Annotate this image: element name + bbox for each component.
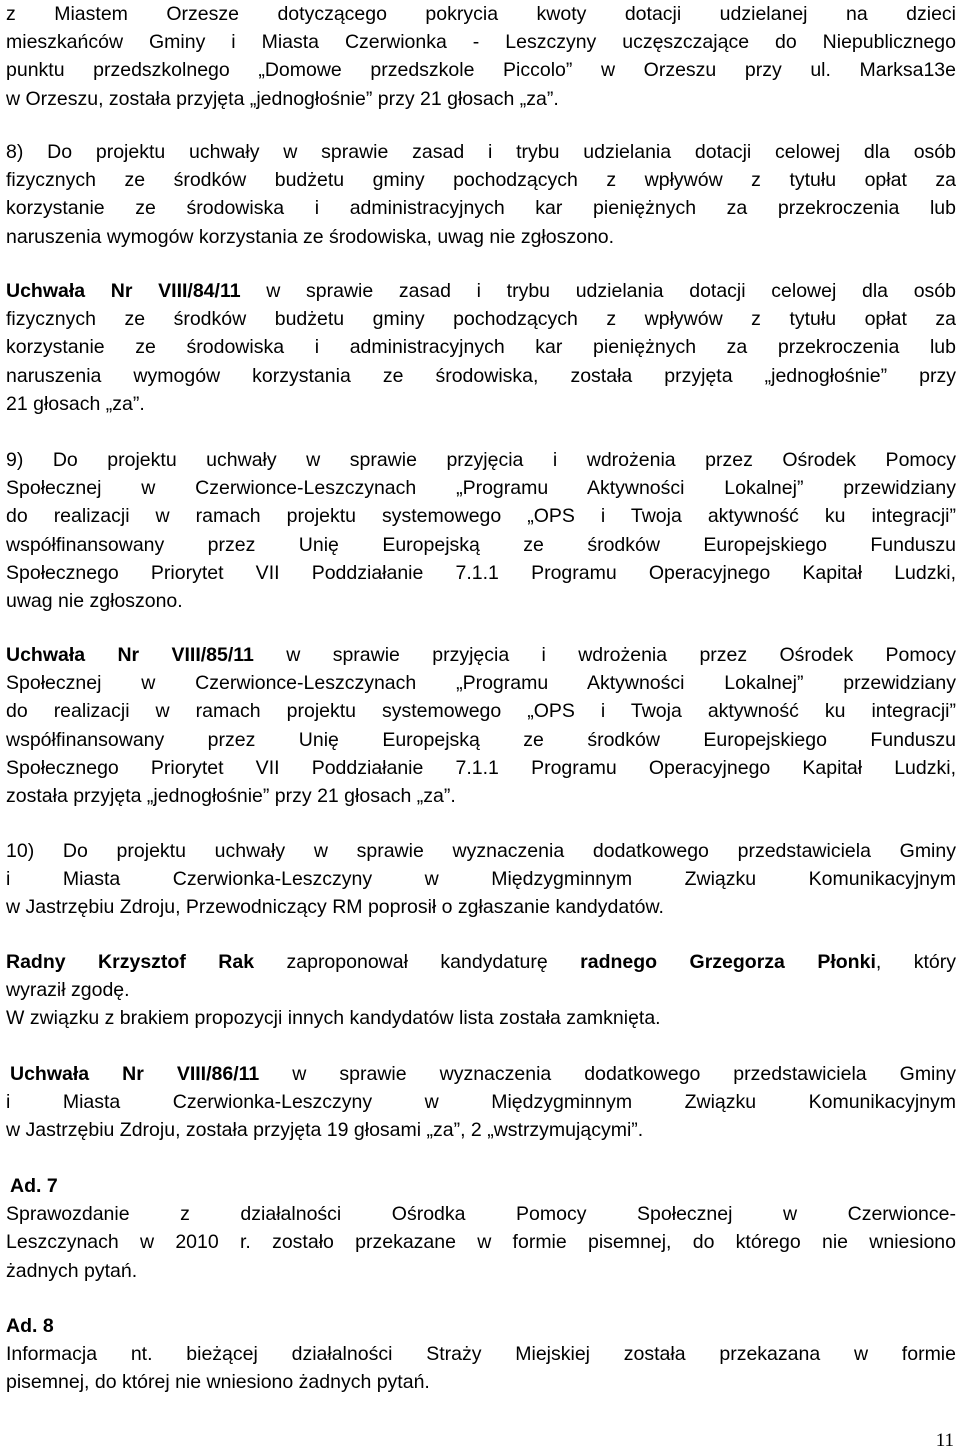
text-line: współfinansowany przez Unię Europejską ze środków Europejskiego Funduszu xyxy=(6,728,956,751)
text-line: Społecznego Priorytet VII Poddziałanie 7.1.1 Programu Operacyjnego Kapitał Ludzki, xyxy=(6,561,956,584)
text-line: fizycznych ze środków budżetu gminy pochodzących z wpływów z tytułu opłat za xyxy=(6,308,956,331)
text-line: 9) Do projektu uchwały w sprawie przyjęcia i wdrożenia przez Ośrodek Pomocy xyxy=(6,449,956,471)
text-line: uwag nie zgłoszono. xyxy=(6,590,183,613)
text-line: Społecznej w Czerwionce-Leszczynach „Programu Aktywności Lokalnej” przewidziany xyxy=(6,672,956,695)
text-line: do realizacji w ramach projektu systemowego „OPS i Twoja aktywność ku integracji” xyxy=(6,700,956,723)
text-line xyxy=(6,641,956,669)
candidate-name: radnego Grzegorza Płonki xyxy=(580,951,876,973)
text-line: Leszczynach w 2010 r. zostało przekazane w formie pisemnej, do którego nie wniesiono xyxy=(6,1231,956,1254)
paragraph-item-8 xyxy=(6,138,956,251)
text-line: z Miastem Orzesze dotyczącego pokrycia kwoty dotacji udzielanej na dzieci xyxy=(6,3,956,25)
text-fragment: zaproponował kandydaturę xyxy=(254,951,581,973)
text-line: w Jastrzębiu Zdroju, Przewodniczący RM poprosił o zgłaszanie kandydatów. xyxy=(6,896,664,919)
text-fragment: w sprawie przyjęcia i wdrożenia przez Ośrodek Pomocy xyxy=(253,644,956,666)
text-line: do realizacji w ramach projektu systemowego „OPS i Twoja aktywność ku integracji” xyxy=(6,505,956,528)
paragraph-orzesze-agreement xyxy=(6,0,956,113)
text-line: i Miasta Czerwionka-Leszczyny w Międzygminnym Związku Komunikacyjnym xyxy=(6,868,956,891)
text-line: punktu przedszkolnego „Domowe przedszkole Piccolo” w Orzeszu przy ul. Marksa13e xyxy=(6,59,956,82)
paragraph-candidate-proposal xyxy=(6,948,956,1033)
text-line: w Orzeszu, została przyjęta „jednogłośnie” przy 21 głosach „za”. xyxy=(6,87,559,110)
resolution-number: Uchwała Nr VIII/85/11 xyxy=(6,644,254,666)
text-fragment: w sprawie wyznaczenia dodatkowego przedstawiciela Gminy xyxy=(259,1063,956,1085)
text-line xyxy=(10,1060,956,1088)
paragraph-item-10 xyxy=(6,837,956,922)
section-heading: Ad. 8 xyxy=(6,1315,54,1337)
section-ad-7 xyxy=(6,1172,956,1285)
text-line xyxy=(6,948,956,976)
text-line xyxy=(6,277,956,305)
text-line: żadnych pytań. xyxy=(6,1259,138,1282)
text-line: pisemnej, do której nie wniesiono żadnych pytań. xyxy=(6,1371,430,1394)
text-line: mieszkańców Gminy i Miasta Czerwionka - Leszczyny uczęszczające do Niepublicznego xyxy=(6,31,956,54)
section-heading: Ad. 7 xyxy=(10,1175,58,1197)
text-line: fizycznych ze środków budżetu gminy pochodzących z wpływów z tytułu opłat za xyxy=(6,169,956,192)
paragraph-resolution-86 xyxy=(10,1060,956,1088)
text-line: Sprawozdanie z działalności Ośrodka Pomocy Społecznej w Czerwionce- xyxy=(6,1203,956,1226)
text-line: naruszenia wymogów korzystania ze środowiska, uwag nie zgłoszono. xyxy=(6,225,615,248)
text-line: korzystanie ze środowiska i administracyjnych kar pieniężnych za przekroczenia lub xyxy=(6,197,956,220)
page-number: 11 xyxy=(935,1430,954,1451)
text-line: wyraził zgodę. xyxy=(6,979,130,1002)
text-fragment: , który xyxy=(875,951,956,973)
text-line: współfinansowany przez Unię Europejską ze środków Europejskiego Funduszu xyxy=(6,533,956,556)
text-line: naruszenia wymogów korzystania ze środowiska, została przyjęta „jednogłośnie” przy xyxy=(6,364,956,387)
resolution-number: Uchwała Nr VIII/84/11 xyxy=(6,280,241,302)
resolution-number: Uchwała Nr VIII/86/11 xyxy=(10,1063,260,1085)
text-line: Społecznej w Czerwionce-Leszczynach „Programu Aktywności Lokalnej” przewidziany xyxy=(6,477,956,500)
text-line: została przyjęta „jednogłośnie” przy 21 głosach „za”. xyxy=(6,785,456,808)
text-line: Informacja nt. bieżącej działalności Straży Miejskiej została przekazana w formie xyxy=(6,1343,956,1366)
text-line: W związku z brakiem propozycji innych kandydatów lista została zamknięta. xyxy=(6,1007,661,1030)
text-fragment: w sprawie zasad i trybu udzielania dotacji celowej dla osób xyxy=(240,280,956,302)
text-line: Społecznego Priorytet VII Poddziałanie 7.1.1 Programu Operacyjnego Kapitał Ludzki, xyxy=(6,756,956,779)
text-line: 21 głosach „za”. xyxy=(6,392,145,415)
text-line: korzystanie ze środowiska i administracyjnych kar pieniężnych za przekroczenia lub xyxy=(6,336,956,359)
paragraph-resolution-85 xyxy=(6,641,956,810)
text-line: i Miasta Czerwionka-Leszczyny w Międzygminnym Związku Komunikacyjnym xyxy=(6,1091,956,1113)
paragraph-resolution-84 xyxy=(6,277,956,418)
councillor-name: Radny Krzysztof Rak xyxy=(6,951,255,973)
text-line: w Jastrzębiu Zdroju, została przyjęta 19 głosami „za”, 2 „wstrzymującymi”. xyxy=(6,1119,644,1142)
text-line: 8) Do projektu uchwały w sprawie zasad i trybu udzielania dotacji celowej dla osób xyxy=(6,141,956,163)
paragraph-resolution-86-cont xyxy=(6,1088,956,1144)
text-line: 10) Do projektu uchwały w sprawie wyznaczenia dodatkowego przedstawiciela Gminy xyxy=(6,840,956,862)
paragraph-item-9 xyxy=(6,446,956,615)
section-ad-8 xyxy=(6,1312,956,1397)
